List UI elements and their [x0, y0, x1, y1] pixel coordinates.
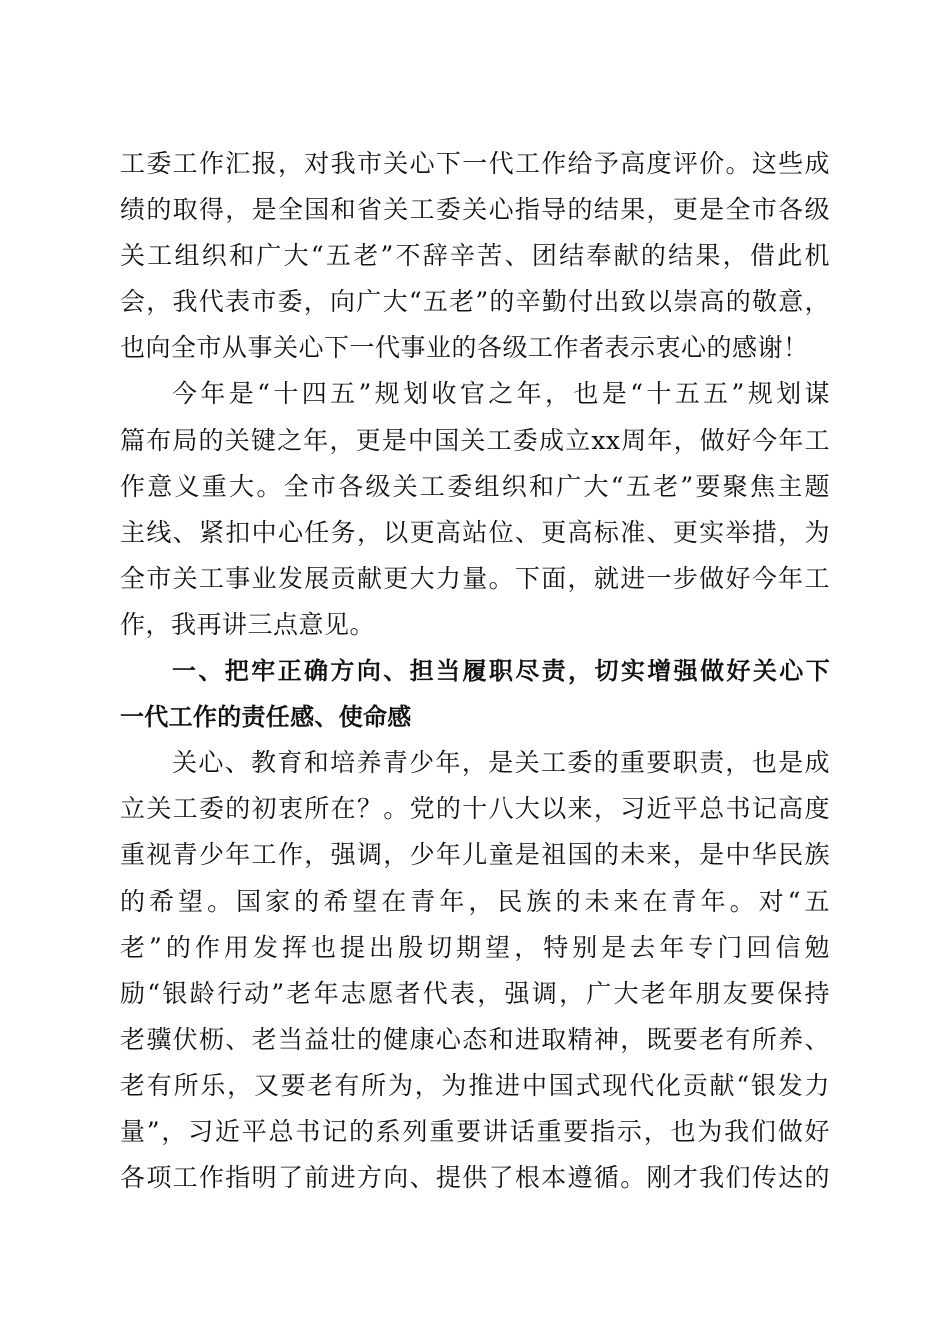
- paragraph-3-line-5: 老”的作用发挥也提出殷切期望，特别是去年专门回信勉: [120, 932, 830, 962]
- paragraph-2-line-2: 篇布局的关键之年，更是中国关工委成立xx周年，做好今年工: [120, 425, 830, 455]
- paragraph-3-line-4: 的希望。国家的希望在青年，民族的未来在青年。对“五: [120, 886, 830, 916]
- paragraph-2-line-3: 作意义重大。全市各级关工委组织和广大“五老”要聚焦主题: [120, 471, 830, 501]
- paragraph-3-line-6: 励“银龄行动”老年志愿者代表，强调，广大老年朋友要保持: [120, 978, 830, 1008]
- section-heading-line-1: 一、把牢正确方向、担当履职尽责，切实增强做好关心下: [172, 657, 830, 686]
- paragraph-3-line-2: 立关工委的初衷所在？。党的十八大以来，习近平总书记高度: [120, 794, 830, 824]
- section-heading-line-2: 一代工作的责任感、使命感: [120, 703, 412, 732]
- paragraph-2-line-1: 今年是“十四五”规划收官之年，也是“十五五”规划谋: [172, 379, 830, 409]
- paragraph-1-line-3: 关工组织和广大“五老”不辞辛苦、团结奉献的结果，借此机: [120, 241, 830, 271]
- paragraph-1-line-2: 绩的取得，是全国和省关工委关心指导的结果，更是全市各级: [120, 195, 830, 225]
- paragraph-1-line-4: 会，我代表市委，向广大“五老”的辛勤付出致以崇高的敬意，: [120, 287, 830, 317]
- paragraph-3-line-1: 关心、教育和培养青少年，是关工委的重要职责，也是成: [172, 748, 830, 778]
- paragraph-2-line-4: 主线、紧扣中心任务，以更高站位、更高标准、更实举措，为: [120, 517, 830, 547]
- document-body: [120, 141, 830, 1201]
- paragraph-2-line-5: 全市关工事业发展贡献更大力量。下面，就进一步做好今年工: [120, 563, 830, 593]
- paragraph-3-line-9: 量”，习近平总书记的系列重要讲话重要指示，也为我们做好: [120, 1116, 830, 1146]
- paragraph-1-line-5: 也向全市从事关心下一代事业的各级工作者表示衷心的感谢！: [120, 333, 809, 363]
- paragraph-1-line-1: 工委工作汇报，对我市关心下一代工作给予高度评价。这些成: [120, 149, 830, 178]
- paragraph-3-line-7: 老骥伏枥、老当益壮的健康心态和进取精神，既要老有所养、: [120, 1024, 830, 1054]
- paragraph-3-line-8: 老有所乐，又要老有所为，为推进中国式现代化贡献“银发力: [120, 1070, 830, 1100]
- paragraph-3-line-10: 各项工作指明了前进方向、提供了根本遵循。刚才我们传达的: [120, 1163, 830, 1193]
- paragraph-3-line-3: 重视青少年工作，强调，少年儿童是祖国的未来，是中华民族: [120, 840, 830, 870]
- paragraph-2-line-6: 作，我再讲三点意见。: [120, 609, 376, 639]
